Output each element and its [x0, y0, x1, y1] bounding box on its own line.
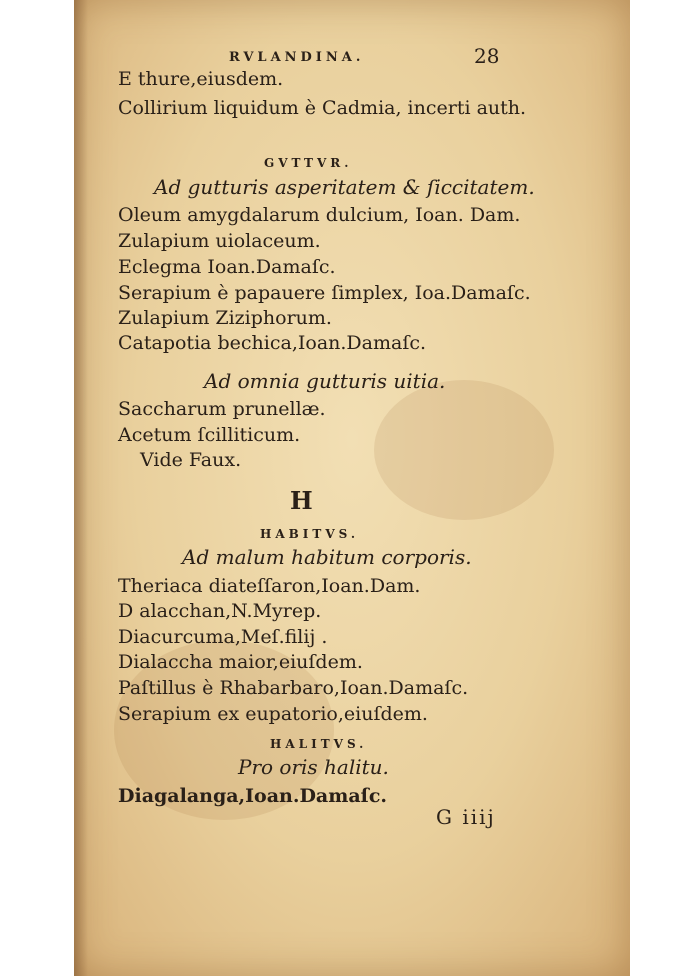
paper-stain: [374, 380, 554, 520]
text-line: Collirium liquidum è Cadmia, incerti auth.: [118, 97, 527, 119]
subheading: Ad malum habitum corporis.: [182, 545, 472, 569]
text-line: Zulapium uiolaceum.: [118, 230, 321, 252]
subheading: Ad gutturis asperitatem & ſiccitatem.: [154, 175, 535, 199]
text-line: Diagalanga,Ioan.Damaſc.: [118, 785, 388, 807]
section-heading: HALITVS.: [270, 737, 368, 751]
text-line: Paſtillus è Rhabarbaro,Ioan.Damaſc.: [118, 677, 469, 699]
text-line: Diacurcuma,Meſ.filij .: [118, 626, 328, 648]
text-line: E thure,eiusdem.: [118, 68, 284, 90]
signature-mark: G iiij: [436, 805, 496, 829]
text-line: Dialaccha maior,eiuſdem.: [118, 651, 363, 673]
text-line: Serapium ex eupatorio,eiuſdem.: [118, 703, 428, 725]
book-page: [74, 0, 630, 976]
section-heading: GVTTVR.: [264, 156, 353, 170]
text-line: Oleum amygdalarum dulcium, Ioan. Dam.: [118, 204, 521, 226]
section-heading: HABITVS.: [260, 527, 360, 541]
text-line: Zulapium Ziziphorum.: [118, 307, 332, 329]
subheading: Pro oris halitu.: [238, 755, 389, 779]
page-binding-shadow: [74, 0, 88, 976]
text-line: Eclegma Ioan.Damaſc.: [118, 256, 336, 278]
section-letter: H: [290, 486, 313, 515]
text-line: Theriaca diateſſaron,Ioan.Dam.: [118, 575, 421, 597]
text-line: D alacchan,N.Myrep.: [118, 600, 322, 622]
text-line: Acetum ſcilliticum.: [118, 424, 301, 446]
running-head: RVLANDINA.: [229, 50, 365, 65]
text-line: Vide Faux.: [140, 449, 242, 471]
page-number: 28: [474, 44, 500, 68]
text-line: Saccharum prunellæ.: [118, 398, 326, 420]
text-line: Catapotia bechica,Ioan.Damaſc.: [118, 332, 427, 354]
text-line: Serapium è papauere ſimplex, Ioa.Damaſc.: [118, 282, 531, 304]
subheading: Ad omnia gutturis uitia.: [204, 369, 446, 393]
